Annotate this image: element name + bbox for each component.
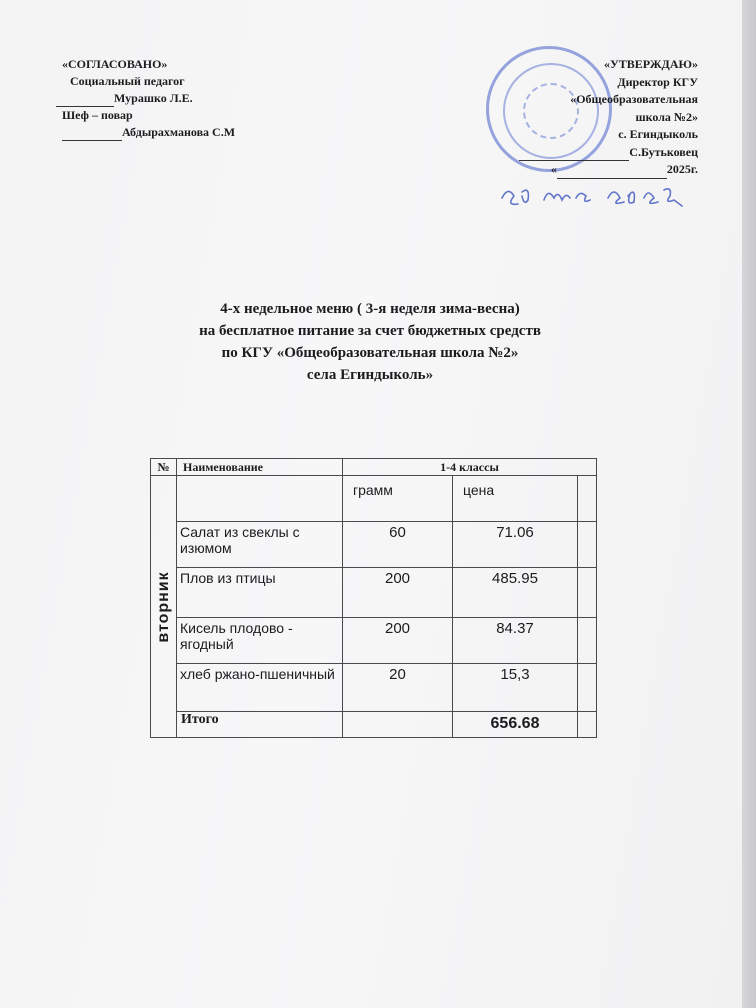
approval-right-block [519, 56, 698, 179]
approval-right-year: 2025г. [666, 162, 698, 176]
approval-right-line3: школа №2» [635, 109, 698, 124]
header-number: № [151, 459, 177, 476]
approval-left-role1: Социальный педагог [70, 74, 185, 88]
dish-price: 485.95 [453, 568, 578, 618]
table-total-row [151, 712, 597, 738]
total-value: 656.68 [453, 712, 578, 738]
day-label: вторник [154, 570, 172, 643]
approval-right-signature-line [519, 144, 698, 162]
page-edge [742, 0, 756, 1008]
signature-line-2 [62, 140, 122, 141]
dish-gram: 60 [343, 522, 453, 568]
subheader-price: цена [453, 476, 578, 522]
total-extra [578, 712, 597, 738]
title-line3: по КГУ «Общеобразовательная школа №2» [221, 345, 519, 361]
header-classes: 1-4 классы [343, 459, 597, 476]
approval-left-role2: Шеф – повар [62, 108, 133, 122]
table-subheader-row [151, 476, 597, 522]
title-line4: села Егиндыколь» [306, 367, 434, 383]
dish-price: 15,3 [453, 664, 578, 712]
dish-gram: 200 [343, 618, 453, 664]
document-title [120, 298, 620, 386]
approval-right-name: С.Бутьковец [629, 144, 698, 159]
table-row [151, 664, 597, 712]
approval-right-line4: с. Егиндыколь [618, 127, 698, 141]
dish-price: 84.37 [453, 618, 578, 664]
title-line2: на бесплатное питание за счет бюджетных средств [199, 323, 541, 339]
approval-left-name1: Мурашко Л.Е. [114, 91, 193, 105]
handwritten-date [498, 176, 688, 216]
table-header-row [151, 459, 597, 476]
table-row [151, 568, 597, 618]
dish-price: 71.06 [453, 522, 578, 568]
dish-gram: 20 [343, 664, 453, 712]
dish-name: Плов из птицы [177, 568, 343, 618]
header-name: Наименование [177, 459, 343, 476]
subheader-extra [578, 476, 597, 522]
approval-right-line2: «Общеобразовательная [570, 92, 698, 106]
subheader-empty [177, 476, 343, 522]
approval-left-heading: «СОГЛАСОВАНО» [62, 57, 168, 71]
date-open-quote: « [550, 162, 557, 176]
dish-gram: 200 [343, 568, 453, 618]
approval-right-line1: Директор КГУ [617, 74, 698, 89]
title-line1: 4-х недельное меню ( 3-я неделя зима-весна) [220, 301, 520, 317]
row-extra [578, 522, 597, 568]
approval-left-block [62, 56, 235, 141]
day-cell [151, 476, 177, 738]
total-empty [343, 712, 453, 738]
menu-table [150, 458, 597, 738]
row-extra [578, 618, 597, 664]
row-extra [578, 664, 597, 712]
total-label: Итого [177, 712, 343, 738]
approval-left-line2 [62, 124, 235, 141]
approval-left-name2: Абдырахманова С.М [122, 125, 236, 139]
table-row [151, 522, 597, 568]
dish-name: Салат из свеклы с изюмом [177, 522, 343, 568]
row-extra [578, 568, 597, 618]
subheader-gram: грамм [343, 476, 453, 522]
approval-left-line1 [62, 90, 235, 107]
dish-name: хлеб ржано-пшеничный [177, 664, 343, 712]
approval-right-heading: «УТВЕРЖДАЮ» [603, 57, 698, 71]
dish-name: Кисель плодово - ягодный [177, 618, 343, 664]
table-row [151, 618, 597, 664]
